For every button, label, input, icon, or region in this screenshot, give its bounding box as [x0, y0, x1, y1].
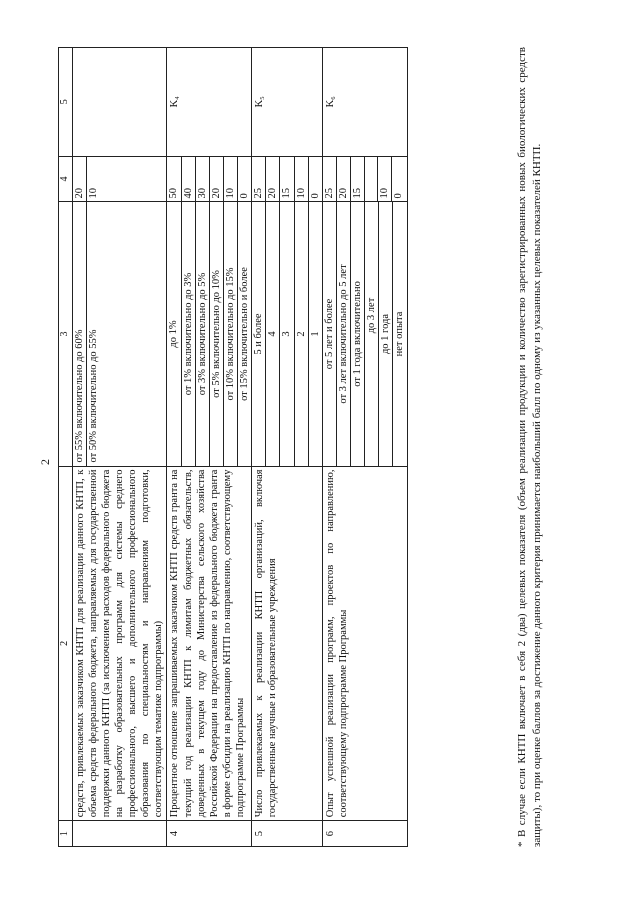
col-header-4: 4: [59, 156, 73, 202]
col-header-3: 3: [59, 202, 73, 466]
row-number: 4: [167, 821, 252, 847]
score-value: 10: [377, 157, 391, 202]
condition-item: до 1%: [168, 320, 180, 348]
criterion-conditions: [252, 202, 323, 466]
table-row: [322, 48, 407, 847]
condition-item: от 55% включительно до 60%: [73, 329, 85, 463]
score-value: 10: [86, 157, 100, 202]
score-value: 20: [73, 187, 85, 199]
criterion-scores: [72, 156, 167, 202]
score-value: [364, 157, 377, 202]
table-body: [72, 48, 407, 847]
condition-item: 5 и более: [253, 313, 265, 355]
score-value: 10: [294, 157, 308, 202]
criterion-scores: [252, 156, 323, 202]
condition-item: от 5 лет и более: [323, 298, 335, 370]
criterion-scores: [322, 156, 407, 202]
criterion-description: Число привлекаемых к реализации КНТП организаций, включая государственные научные и образовательные учреждения: [252, 466, 323, 821]
coefficient-code: K₅: [252, 48, 323, 157]
score-value: 20: [209, 157, 223, 202]
score-value: 15: [350, 157, 364, 202]
row-number: 6: [322, 821, 407, 847]
condition-item: от 1 года включительно: [350, 202, 364, 465]
row-number: 5: [252, 821, 323, 847]
coefficient-code: K₆: [322, 48, 407, 157]
score-value: 10: [223, 157, 237, 202]
score-value: 30: [195, 157, 209, 202]
condition-item: 3: [279, 202, 293, 465]
criterion-description: Процентное отношение запрашиваемых заказчиком КНТП средств гранта на текущий год реализации КНТП к лимитам бюджетных обязательств, доведенных в текущем году до Министерства сельского хозяйства Российской Федерации на предоставление из федерального бюджета гранта в форме субсидии на реализацию КНТП по направлению, соответствующему подпрограмме Программы: [167, 466, 252, 821]
score-value: 25: [323, 187, 335, 199]
row-number: [72, 821, 167, 847]
coefficient-code: [72, 48, 167, 157]
condition-item: от 15% включительно и более: [237, 202, 251, 465]
condition-item: до 1 года: [378, 202, 392, 465]
score-value: 40: [181, 157, 195, 202]
condition-item: от 3 лет включительно до 5 лет: [336, 202, 350, 465]
score-value: 0: [391, 157, 405, 202]
col-header-5: 5: [59, 48, 73, 157]
score-value: 0: [237, 157, 251, 202]
page-number: 2: [38, 459, 52, 465]
header-row: [59, 48, 73, 847]
footnote: * В случае если КНТП включает в себя 2 (два) целевых показателя (объем реализации продукции и количество зарегистрированных новых биологических средств защиты), то при оценке баллов за достижение данного критерия принимается наибольший балл по одному из указанных целевых показателей КНТП.: [516, 47, 543, 847]
criterion-conditions: [322, 202, 407, 466]
condition-item: 4: [265, 202, 279, 465]
score-value: 15: [279, 157, 293, 202]
condition-item: до 3 лет: [364, 202, 378, 465]
condition-item: от 3% включительно до 5%: [195, 202, 209, 465]
score-value: 25: [253, 187, 265, 199]
criterion-conditions: [167, 202, 252, 466]
condition-item: 2: [294, 202, 308, 465]
col-header-2: 2: [59, 466, 73, 821]
condition-item: от 50% включительно до 55%: [86, 202, 100, 465]
criteria-table: [58, 47, 408, 847]
col-header-1: 1: [59, 821, 73, 847]
score-value: 20: [265, 157, 279, 202]
score-value: 20: [336, 157, 350, 202]
criterion-description: средств, привлекаемых заказчиком КНТП для реализации данного КНТП, к объема средств федерального бюджета, направляемых для государственной поддержки данного КНТП (за исключением расходов федерального бюджета на разработку образовательных программ для системы среднего профессионального, высшего и дополнительного профессионального образования по специальностям и направлениям подготовки, соответствующим тематике подпрограммы): [72, 466, 167, 821]
condition-item: нет опыта: [392, 202, 406, 465]
table-row: [252, 48, 323, 847]
condition-item: от 1% включительно до 3%: [181, 202, 195, 465]
score-value: 0: [308, 157, 322, 202]
score-value: 50: [168, 187, 180, 199]
condition-item: от 5% включительно до 10%: [209, 202, 223, 465]
criterion-scores: [167, 156, 252, 202]
table-row: [72, 48, 167, 847]
criterion-description: Опыт успешной реализации программ, проектов по направлению, соответствующему подпрограмме Программы: [322, 466, 407, 821]
criterion-conditions: [72, 202, 167, 466]
condition-item: 1: [308, 202, 322, 465]
table-row: [167, 48, 252, 847]
condition-item: от 10% включительно до 15%: [223, 202, 237, 465]
coefficient-code: K₄: [167, 48, 252, 157]
